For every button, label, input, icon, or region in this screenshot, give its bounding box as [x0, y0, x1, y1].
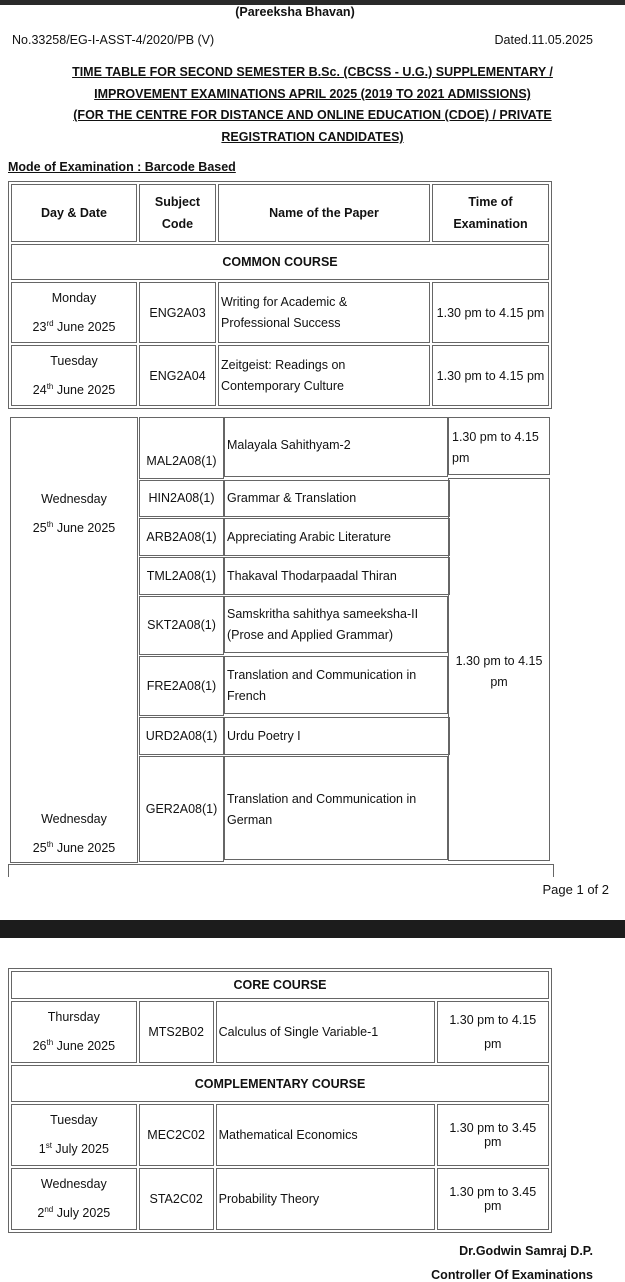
subject-code: STA2C02	[139, 1168, 214, 1230]
table-row	[11, 1104, 549, 1166]
header-day-date: Day & Date	[11, 184, 137, 242]
exam-time: 1.30 pm to 4.15 pm	[437, 1001, 550, 1063]
subject-code: HIN2A08(1)	[139, 480, 224, 517]
exam-time-rest: 1.30 pm to 4.15 pm	[448, 478, 550, 861]
paper-name: Urdu Poetry I	[224, 717, 450, 755]
day-date: Tuesday 1st July 2025	[11, 1104, 137, 1166]
subject-code: GER2A08(1)	[139, 756, 224, 862]
day-date: Monday 23rd June 2025	[11, 282, 137, 343]
title-line-4: REGISTRATION CANDIDATES)	[221, 130, 404, 144]
day-date: Tuesday 24th June 2025	[11, 345, 137, 406]
exam-time: 1.30 pm to 4.15 pm	[432, 345, 549, 406]
page-number: Page 1 of 2	[542, 882, 609, 897]
title-line-3: (FOR THE CENTRE FOR DISTANCE AND ONLINE EDUCATION (CDOE) / PRIVATE	[73, 108, 552, 122]
page-divider	[0, 920, 625, 938]
timetable-page-2	[8, 968, 552, 1233]
office-name: (Pareeksha Bhavan)	[235, 5, 355, 19]
exam-time-first: 1.30 pm to 4.15 pm	[448, 417, 550, 475]
section-common-course	[11, 244, 549, 280]
paper-name: Thakaval Thodarpaadal Thiran	[224, 557, 450, 595]
title-line-2: IMPROVEMENT EXAMINATIONS APRIL 2025 (2019 TO 2021 ADMISSIONS)	[94, 87, 531, 101]
paper-name: Writing for Academic & Professional Success	[218, 282, 430, 343]
mode-of-examination: Mode of Examination : Barcode Based	[8, 160, 236, 174]
paper-name: Calculus of Single Variable-1	[216, 1001, 435, 1063]
paper-name: Appreciating Arabic Literature	[224, 518, 450, 556]
subject-code: MAL2A08(1)	[139, 417, 224, 479]
date-label: 25th June 2025	[32, 520, 116, 536]
subject-code: URD2A08(1)	[139, 717, 224, 755]
header-paper-name: Name of the Paper	[218, 184, 430, 242]
signatory-name: Dr.Godwin Samraj D.P.	[459, 1244, 593, 1258]
subject-code: ARB2A08(1)	[139, 518, 224, 556]
paper-name: Translation and Communication in French	[224, 656, 448, 714]
table-row	[11, 1001, 549, 1063]
day-date: Wednesday 2nd July 2025	[11, 1168, 137, 1230]
paper-name: Malayala Sahithyam-2	[224, 417, 448, 477]
subject-code: FRE2A08(1)	[139, 656, 224, 716]
day-label-repeat: Wednesday	[41, 812, 107, 826]
paper-name: Probability Theory	[216, 1168, 435, 1230]
table-row	[11, 1168, 549, 1230]
core-course-label: CORE COURSE	[11, 971, 549, 999]
subject-code: SKT2A08(1)	[139, 596, 224, 655]
subject-code: ENG2A03	[139, 282, 216, 343]
exam-time: 1.30 pm to 3.45 pm	[437, 1168, 550, 1230]
paper-name: Mathematical Economics	[216, 1104, 435, 1166]
reference-number: No.33258/EG-I-ASST-4/2020/PB (V)	[12, 33, 215, 47]
header-time: Time of Examination	[432, 184, 549, 242]
subject-code: MEC2C02	[139, 1104, 214, 1166]
day-date: Thursday 26th June 2025	[11, 1001, 137, 1063]
table-header-row	[11, 184, 549, 242]
paper-name: Zeitgeist: Readings on Contemporary Culture	[218, 345, 430, 406]
paper-name: Samskritha sahithya sameeksha-II (Prose and Applied Grammar)	[224, 596, 448, 653]
header-subject-code: Subject Code	[139, 184, 216, 242]
table-row	[11, 345, 549, 406]
common-course-label: COMMON COURSE	[11, 244, 549, 280]
exam-time: 1.30 pm to 4.15 pm	[432, 282, 549, 343]
timetable-page-1	[8, 181, 552, 409]
subject-code: TML2A08(1)	[139, 557, 224, 595]
day-label: Wednesday	[41, 492, 107, 506]
section-core-course	[11, 971, 549, 999]
dated: Dated.11.05.2025	[494, 33, 593, 47]
paper-name: Translation and Communication in German	[224, 756, 448, 860]
exam-time: 1.30 pm to 3.45 pm	[437, 1104, 550, 1166]
subject-code: MTS2B02	[139, 1001, 214, 1063]
paper-name: Grammar & Translation	[224, 480, 450, 517]
title-line-1: TIME TABLE FOR SECOND SEMESTER B.Sc. (CBCSS - U.G.) SUPPLEMENTARY /	[72, 65, 553, 79]
complementary-course-label: COMPLEMENTARY COURSE	[11, 1065, 549, 1102]
date-label-repeat: 25th June 2025	[32, 840, 116, 856]
wednesday-day-cell	[10, 417, 138, 863]
table-row	[11, 282, 549, 343]
signatory-designation: Controller Of Examinations	[431, 1268, 593, 1282]
subject-code: ENG2A04	[139, 345, 216, 406]
section-complementary-course	[11, 1065, 549, 1102]
table-continuation	[8, 864, 554, 877]
